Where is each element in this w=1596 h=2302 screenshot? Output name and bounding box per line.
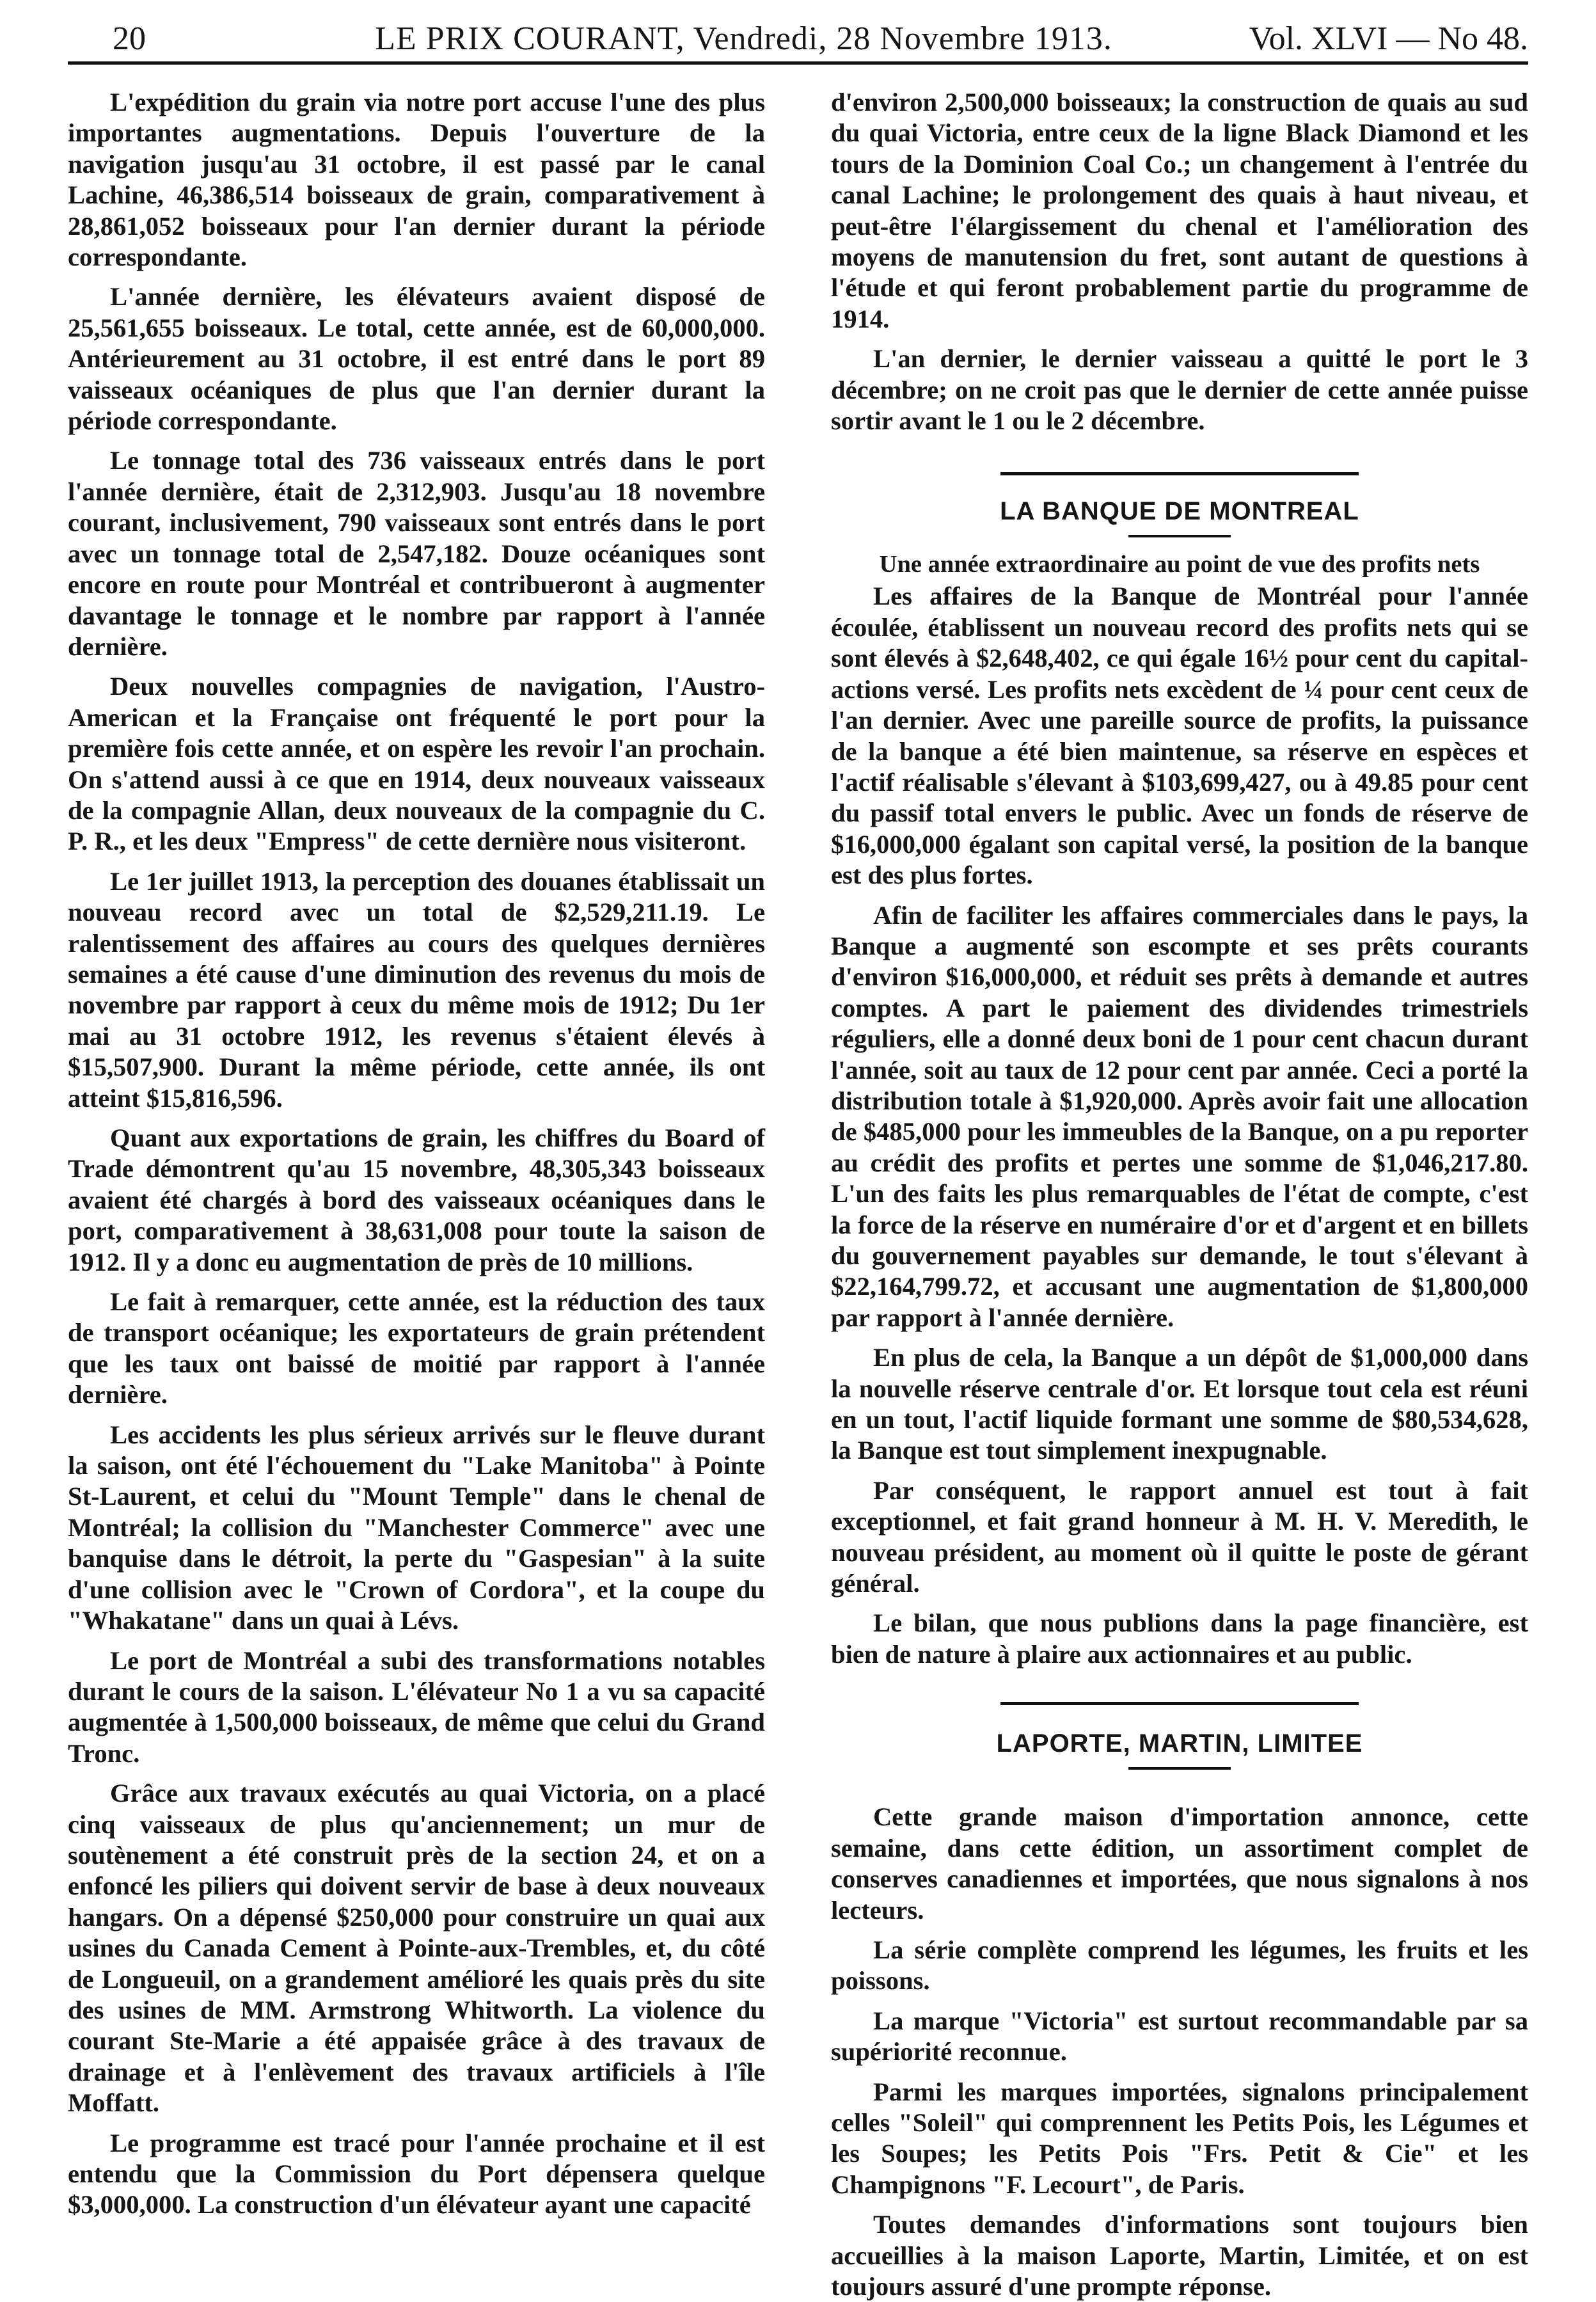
page-number: 20	[113, 20, 146, 57]
paragraph: L'expédition du grain via notre port accuse l'une des plus importantes augmentations. Depuis l'ouverture de la navigation jusqu'au 31 octobre, il est passé par le canal Lachine, 46,386,514 boisseaux de grain, comparativement à 28,861,052 boisseaux pour l'an dernier durant la période correspondante.	[68, 88, 765, 272]
paragraph: Les affaires de la Banque de Montréal pour l'année écoulée, établissent un nouveau record des profits nets qui se sont élevés à $2,648,402, ce qui égale 16½ pour cent du capital-actions versé. Les profits nets excèdent de ¼ pour cent ceux de l'an dernier. Avec une pareille source de profits, la puissance de la banque a été bien maintenue, sa réserve en espèces et l'actif réalisable s'élevant à $103,699,427, ou à 49.85 pour cent du passif total envers le public. Avec un fonds de réserve de $16,000,000 égalant son capital versé, la position de la banque est des plus fortes.	[831, 582, 1528, 890]
article-columns	[68, 87, 1528, 2301]
paragraph: La série complète comprend les légumes, les fruits et les poissons.	[831, 1935, 1528, 1996]
left-column	[68, 87, 765, 2219]
paragraph: L'an dernier, le dernier vaisseau a quitté le port le 3 décembre; on ne croit pas que le dernier de cette année puisse sortir avant le 1 ou le 2 décembre.	[831, 344, 1528, 436]
paragraph: Toutes demandes d'informations sont toujours bien accueillies à la maison Laporte, Martin, Limitée, et on est toujours assuré d'une prompte réponse.	[831, 2210, 1528, 2301]
paragraph: Par conséquent, le rapport annuel est tout à fait exceptionnel, et fait grand honneur à M. H. V. Meredith, le nouveau président, au moment où il quitte le poste de gérant général.	[831, 1475, 1528, 1598]
paragraph: Grâce aux travaux exécutés au quai Victoria, on a placé cinq vaisseaux de plus qu'anciennement; un mur de soutènement a été construit près de la section 24, et on a enfoncé les piliers qui doivent servir de base à deux nouveaux hangars. On a dépensé $250,000 pour construire un quai aux usines du Canada Cement à Pointe-aux-Trembles, et, du côté de Longueuil, on a grandement amélioré les quais près du site des usines de MM. Armstrong Whitworth. La violence du courant Ste-Marie a été appaisée grâce à des travaux de drainage et à l'enlèvement des travaux artificiels à l'île Moffatt.	[68, 1779, 765, 2118]
right-column	[831, 87, 1528, 2301]
paragraph: Afin de faciliter les affaires commerciales dans le pays, la Banque a augmenté son escompte et ses prêts courants d'environ $16,000,000, et réduit ses prêts à demande et autres comptes. A part le paiement des dividendes trimestriels réguliers, elle a donné deux boni de 1 pour cent chacun durant l'année, soit au taux de 12 pour cent par année. Ceci a porté la distribution totale à $1,920,000. Après avoir fait une allocation de $485,000 pour les immeubles de la Banque, on a pu reporter au crédit des profits et pertes une somme de $1,046,217.80. L'un des faits les plus remarquables de l'état de compte, c'est la force de la réserve en numéraire d'or et d'argent et en billets du gouvernement payables sur demande, le tout s'élevant à $22,164,799.72, et accusant une augmentation de $1,800,000 par rapport à l'année dernière.	[831, 900, 1528, 1332]
page-header	[68, 15, 1528, 65]
paragraph: Le 1er juillet 1913, la perception des douanes établissait un nouveau record avec un total de $2,529,211.19. Le ralentissement des affaires au cours des quelques dernières semaines a été cause d'une diminution des revenus du mois de novembre par rapport à ceux du même mois de 1912; Du 1er mai au 31 octobre 1912, les revenus s'étaient élevés à $15,507,900. Durant la même période, cette année, ils ont atteint $15,816,596.	[68, 866, 765, 1113]
paragraph: Quant aux exportations de grain, les chiffres du Board of Trade démontrent qu'au 15 novembre, 48,305,343 boisseaux avaient été chargés à bord des vaisseaux océaniques dans le port, comparativement à 38,631,008 pour toute la saison de 1912. Il y a donc eu augmentation de près de 10 millions.	[68, 1123, 765, 1276]
paragraph: Cette grande maison d'importation annonce, cette semaine, dans cette édition, un assortiment complet de conserves canadiennes et importées, que nous signalons à nos lecteurs.	[831, 1802, 1528, 1925]
paragraph: Parmi les marques importées, signalons principalement celles "Soleil" qui comprennent les Petits Pois, les Légumes et les Soupes; les Petits Pois "Frs. Petit & Cie" et les Champignons "F. Lecourt", de Paris.	[831, 2077, 1528, 2199]
paragraph: Le fait à remarquer, cette année, est la réduction des taux de transport océanique; les exportateurs de grain prétendent que les taux ont baissé de moitié par rapport à l'année dernière.	[68, 1287, 765, 1409]
paragraph: Le programme est tracé pour l'année prochaine et il est entendu que la Commission du Port dépensera quelque $3,000,000. La construction d'un élévateur ayant une capacité	[68, 2128, 765, 2219]
paragraph: Le tonnage total des 736 vaisseaux entrés dans le port l'année dernière, était de 2,312,903. Jusqu'au 18 novembre courant, inclusivement, 790 vaisseaux sont entrés dans le port avec un tonnage total de 2,547,182. Douze océaniques sont encore en route pour Montréal et contribueront à augmenter davantage le tonnage et le nombre par rapport à l'année dernière.	[68, 446, 765, 661]
paragraph: Les accidents les plus sérieux arrivés sur le fleuve durant la saison, ont été l'échouement du "Lake Manitoba" à Pointe St-Laurent, et celui du "Mount Temple" dans le chenal de Montréal; la collision du "Manchester Commerce" avec une banquise dans le détroit, la perte du "Gaspesian" à la suite d'une collision avec le "Crown of Cordora", et la coupe du "Whakatane" dans un quai à Lévs.	[68, 1420, 765, 1635]
volume-number: Vol. XLVI — No 48.	[1249, 20, 1528, 57]
publication-title: LE PRIX COURANT, Vendredi, 28 Novembre 1913.	[375, 20, 1112, 57]
paragraph: L'année dernière, les élévateurs avaient disposé de 25,561,655 boisseaux. Le total, cette année, est de 60,000,000. Antérieurement au 31 octobre, il est entré dans le port 89 vaisseaux océaniques de plus que l'an dernier durant la période correspondante.	[68, 282, 765, 436]
heading-rule	[1128, 1767, 1231, 1770]
paragraph: En plus de cela, la Banque a un dépôt de $1,000,000 dans la nouvelle réserve centrale d'or. Et lorsque tout cela est réuni en un tout, l'actif liquide formant une somme de $80,534,628, la Banque est tout simplement inexpugnable.	[831, 1343, 1528, 1465]
paragraph: Deux nouvelles compagnies de navigation, l'Austro-American et la Française ont fréquenté le port pour la première fois cette année, et on espère les revoir l'an prochain. On s'attend aussi à ce que en 1914, deux nouveaux vaisseaux de la compagnie Allan, deux nouveaux de la compagnie du C. P. R., et les deux "Empress" de cette dernière nous visiteront.	[68, 672, 765, 856]
heading-rule	[1128, 535, 1231, 537]
laporte-heading: LAPORTE, MARTIN, LIMITEE	[996, 1729, 1363, 1758]
banque-heading: LA BANQUE DE MONTREAL	[1000, 497, 1359, 526]
paragraph: La marque "Victoria" est surtout recommandable par sa supériorité reconnue.	[831, 2006, 1528, 2067]
banque-subheading: Une année extraordinaire au point de vue des profits nets	[879, 551, 1480, 578]
paragraph: Le bilan, que nous publions dans la page financière, est bien de nature à plaire aux actionnaires et au public.	[831, 1608, 1528, 1669]
paragraph: Le port de Montréal a subi des transformations notables durant le cours de la saison. L'élévateur No 1 a vu sa capacité augmentée à 1,500,000 boisseaux, de même que celui du Grand Tronc.	[68, 1646, 765, 1768]
paragraph: d'environ 2,500,000 boisseaux; la construction de quais au sud du quai Victoria, entre ceux de la ligne Black Diamond et les tours de la Dominion Coal Co.; un changement à l'entrée du canal Lachine; le prolongement des quais à haut niveau, et peut-être l'élargissement du chenal et l'amélioration des moyens de manutension du fret, sont autant de questions à l'étude et qui feront probablement partie du programme de 1914.	[831, 88, 1528, 333]
